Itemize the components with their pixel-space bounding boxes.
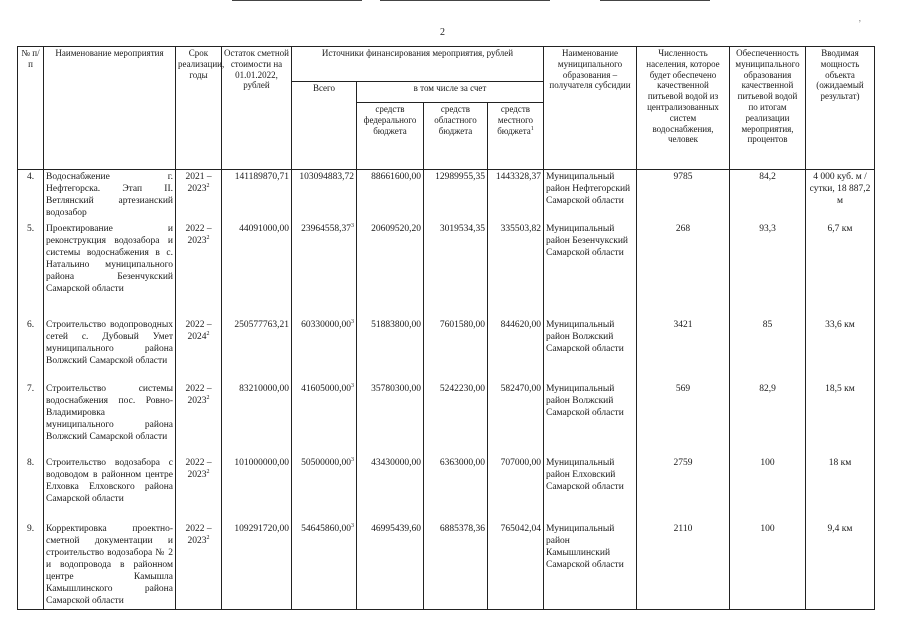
population-cell-text: 268 — [675, 223, 691, 234]
local-cell — [488, 170, 544, 222]
balance-cell — [222, 222, 292, 318]
regional-cell — [424, 522, 488, 610]
total-cell — [292, 222, 357, 318]
name-cell-text: Корректировка проектно-сметной документации и строительство водозабора № 2 и водопровода в районном центре Камышла Камышлинского района Самарской области — [46, 523, 173, 607]
total-cell-text: 41605000,00 — [301, 383, 351, 394]
table-row — [18, 170, 875, 222]
balance-cell-text: 101000000,00 — [234, 457, 289, 468]
provision-cell — [730, 318, 806, 382]
municipality-cell — [544, 318, 637, 382]
table-row — [18, 318, 875, 382]
capacity-cell-text: 18,5 км — [825, 383, 855, 394]
regional-cell-text: 6363000,00 — [439, 457, 485, 468]
num-cell-text: 8. — [26, 457, 35, 468]
total-cell — [292, 170, 357, 222]
term-cell-text: 2022 – 2023 — [185, 457, 212, 480]
term-cell — [176, 170, 222, 222]
municipality-cell-text: Муниципальный район Безенчукский Самарской области — [546, 223, 629, 258]
municipality-cell-text: Муниципальный район Елховский Самарской области — [546, 457, 624, 492]
balance-cell-text: 141189870,71 — [234, 172, 289, 182]
num-cell — [18, 318, 44, 382]
term-cell-text: 2022 – 2023 — [185, 523, 212, 546]
local-cell-text: 335503,82 — [500, 223, 541, 234]
population-cell-text: 2110 — [673, 523, 693, 534]
name-cell — [44, 456, 176, 522]
municipality-cell-text: Муниципальный район Волжский Самарской области — [546, 319, 624, 354]
term-cell-text: 2022 – 2024 — [185, 319, 212, 342]
name-cell — [44, 382, 176, 456]
name-cell — [44, 318, 176, 382]
provision-cell — [730, 222, 806, 318]
term-cell — [176, 522, 222, 610]
federal-cell-text: 43430000,00 — [371, 457, 421, 468]
name-cell-text: Строительство водозабора с водоводом в районном центре Елховка Елховского района Самарской области — [46, 457, 173, 504]
num-cell — [18, 382, 44, 456]
provision-cell-text: 100 — [760, 457, 775, 468]
total-cell — [292, 382, 357, 456]
header-provision: Обеспеченность муниципального образования качественной питьевой водой по итогам реализации мероприятия, процентов — [730, 47, 806, 170]
term-cell — [176, 382, 222, 456]
total-cell-text: 23964558,37 — [301, 223, 351, 234]
table-row — [18, 456, 875, 522]
footnote-mark: 2 — [206, 330, 210, 337]
municipality-cell — [544, 522, 637, 610]
population-cell-text: 9785 — [673, 172, 693, 182]
municipality-cell — [544, 382, 637, 456]
table-body — [18, 170, 875, 610]
table-row — [18, 222, 875, 318]
table-row — [18, 522, 875, 610]
federal-cell-text: 35780300,00 — [371, 383, 421, 394]
name-cell-text: Проектирование и реконструкция водозабора и системы водоснабжения в с. Натальино муниципального района Безенчукский Самарской области — [46, 223, 173, 295]
total-cell-text: 103094883,72 — [299, 172, 354, 182]
provision-cell — [730, 170, 806, 222]
name-cell-text: Водоснабжение г. Нефтегорска. Этап II. Ветлянский артезианский водозабор — [46, 172, 173, 219]
page-number: 2 — [440, 27, 445, 38]
capacity-cell-text: 6,7 км — [827, 223, 853, 234]
term-cell-text: 2022 – 2023 — [185, 223, 212, 246]
federal-cell-text: 51883800,00 — [371, 319, 421, 330]
local-cell-text: 582470,00 — [500, 383, 541, 394]
total-cell-text: 50500000,00 — [301, 457, 351, 468]
local-cell — [488, 522, 544, 610]
local-cell-text: 707000,00 — [500, 457, 541, 468]
num-cell — [18, 222, 44, 318]
name-cell-text: Строительство системы водоснабжения пос. Ровно-Владимировка муниципального района Волжский Самарской области — [46, 383, 173, 443]
term-cell-text: 2022 – 2023 — [185, 383, 212, 406]
population-cell — [637, 222, 730, 318]
header-total: Всего — [292, 82, 357, 170]
name-cell — [44, 222, 176, 318]
regional-cell — [424, 222, 488, 318]
municipality-cell — [544, 456, 637, 522]
num-cell — [18, 456, 44, 522]
term-cell-text: 2021 – 2023 — [185, 172, 212, 195]
header-population: Численность населения, которое будет обеспечено качественной питьевой водой из централизованных систем водоснабжения, человек — [637, 47, 730, 170]
balance-cell-text: 250577763,21 — [234, 319, 289, 330]
name-cell — [44, 522, 176, 610]
header-regional: средств областного бюджета — [424, 103, 488, 170]
footnote-mark: 3 — [351, 222, 354, 229]
num-cell-text: 9. — [26, 523, 35, 534]
balance-cell — [222, 522, 292, 610]
header-local-text: средств местного бюджета — [497, 104, 534, 136]
balance-cell-text: 109291720,00 — [234, 523, 289, 534]
provision-cell-text: 93,3 — [759, 223, 776, 234]
header-federal: средств федерального бюджета — [357, 103, 424, 170]
local-cell-text: 844620,00 — [500, 319, 541, 330]
federal-cell — [357, 170, 424, 222]
local-cell — [488, 222, 544, 318]
population-cell — [637, 522, 730, 610]
capacity-cell-text: 4 000 куб. м / сутки, 18 887,2 м — [809, 172, 871, 207]
municipality-cell-text: Муниципальный район Волжский Самарской области — [546, 383, 624, 418]
header-balance: Остаток сметной стоимости на 01.01.2022, рублей — [222, 47, 292, 170]
municipality-cell-text: Муниципальный район Камышлинский Самарской области — [546, 523, 624, 570]
regional-cell-text: 7601580,00 — [439, 319, 485, 330]
capacity-cell-text: 18 км — [828, 457, 852, 468]
regional-cell-text: 12989955,35 — [435, 172, 485, 182]
footnote-mark: 3 — [351, 456, 354, 463]
provision-cell-text: 82,9 — [759, 383, 776, 394]
total-cell — [292, 456, 357, 522]
federal-cell — [357, 222, 424, 318]
municipality-cell — [544, 222, 637, 318]
provision-cell-text: 100 — [760, 523, 775, 534]
regional-cell — [424, 456, 488, 522]
regional-cell-text: 5242230,00 — [439, 383, 485, 394]
financing-table — [17, 46, 875, 610]
balance-cell-text: 44091000,00 — [239, 223, 289, 234]
total-cell — [292, 522, 357, 610]
capacity-cell — [806, 170, 875, 222]
population-cell-text: 2759 — [673, 457, 693, 468]
capacity-cell — [806, 318, 875, 382]
scan-edge-line — [600, 0, 710, 1]
num-cell-text: 4. — [26, 172, 35, 182]
balance-cell-text: 83210000,00 — [239, 383, 289, 394]
regional-cell — [424, 318, 488, 382]
local-cell — [488, 456, 544, 522]
name-cell — [44, 170, 176, 222]
population-cell — [637, 456, 730, 522]
federal-cell — [357, 382, 424, 456]
population-cell — [637, 382, 730, 456]
num-cell — [18, 170, 44, 222]
footnote-mark: 1 — [530, 125, 534, 132]
provision-cell-text: 84,2 — [759, 172, 776, 182]
footnote-mark: 2 — [206, 234, 210, 241]
capacity-cell — [806, 382, 875, 456]
footnote-mark: 2 — [206, 183, 210, 190]
federal-cell — [357, 318, 424, 382]
total-cell-text: 54645860,00 — [301, 523, 351, 534]
footnote-mark: 3 — [351, 318, 354, 325]
balance-cell — [222, 456, 292, 522]
scan-edge-line — [380, 0, 550, 1]
population-cell-text: 3421 — [673, 319, 693, 330]
scan-mark: , — [858, 13, 861, 23]
footnote-mark: 3 — [351, 382, 354, 389]
regional-cell — [424, 170, 488, 222]
total-cell-text: 60330000,00 — [301, 319, 351, 330]
name-cell-text: Строительство водопроводных сетей с. Дубовый Умет муниципального района Волжский Самарской области — [46, 319, 173, 366]
federal-cell-text: 46995439,60 — [371, 523, 421, 534]
federal-cell — [357, 522, 424, 610]
provision-cell-text: 85 — [762, 319, 773, 330]
balance-cell — [222, 382, 292, 456]
balance-cell — [222, 170, 292, 222]
regional-cell-text: 6885378,36 — [439, 523, 485, 534]
num-cell-text: 6. — [26, 319, 35, 330]
provision-cell — [730, 522, 806, 610]
header-including: в том числе за счет — [357, 82, 544, 103]
capacity-cell — [806, 522, 875, 610]
regional-cell — [424, 382, 488, 456]
balance-cell — [222, 318, 292, 382]
population-cell-text: 569 — [675, 383, 691, 394]
municipality-cell-text: Муниципальный район Нефтегорский Самарской области — [546, 172, 631, 207]
provision-cell — [730, 456, 806, 522]
federal-cell — [357, 456, 424, 522]
population-cell — [637, 170, 730, 222]
header-name: Наименование мероприятия — [44, 47, 176, 170]
federal-cell-text: 88661600,00 — [371, 172, 421, 182]
term-cell — [176, 222, 222, 318]
num-cell — [18, 522, 44, 610]
local-cell — [488, 318, 544, 382]
population-cell — [637, 318, 730, 382]
table-header-row — [18, 47, 875, 82]
term-cell — [176, 318, 222, 382]
header-num: № п/п — [18, 47, 44, 170]
header-sources: Источники финансирования мероприятия, рублей — [292, 47, 544, 82]
scan-edge-line — [232, 0, 362, 1]
provision-cell — [730, 382, 806, 456]
capacity-cell — [806, 222, 875, 318]
header-local — [488, 103, 544, 170]
num-cell-text: 7. — [26, 383, 35, 394]
footnote-mark: 2 — [206, 534, 210, 541]
footnote-mark: 3 — [351, 522, 354, 529]
table-row — [18, 382, 875, 456]
municipality-cell — [544, 170, 637, 222]
federal-cell-text: 20609520,20 — [371, 223, 421, 234]
num-cell-text: 5. — [26, 223, 35, 234]
header-municipality: Наименование муниципального образования – получателя субсидии — [544, 47, 637, 170]
footnote-mark: 2 — [206, 394, 210, 401]
capacity-cell-text: 9,4 км — [827, 523, 853, 534]
local-cell-text: 1443328,37 — [495, 172, 541, 182]
total-cell — [292, 318, 357, 382]
header-capacity: Вводимая мощность объекта (ожидаемый результат) — [806, 47, 875, 170]
local-cell-text: 765042,04 — [500, 523, 541, 534]
capacity-cell — [806, 456, 875, 522]
header-term: Срок реализации, годы — [176, 47, 222, 170]
capacity-cell-text: 33,6 км — [825, 319, 855, 330]
footnote-mark: 2 — [206, 468, 210, 475]
local-cell — [488, 382, 544, 456]
regional-cell-text: 3019534,35 — [439, 223, 485, 234]
term-cell — [176, 456, 222, 522]
